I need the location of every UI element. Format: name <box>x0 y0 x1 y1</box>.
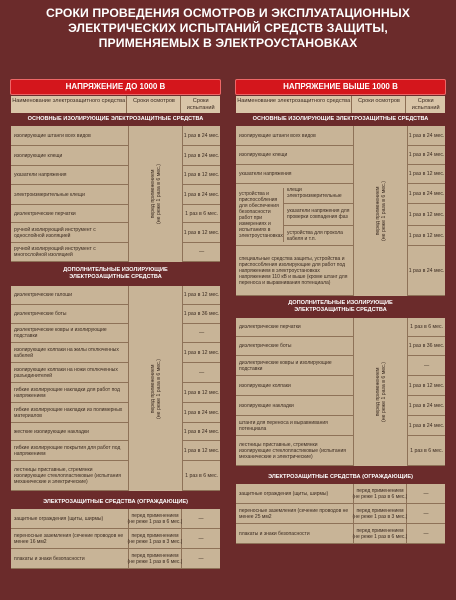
item-term: перед применением (не реже 1 раз в 6 мес.) <box>354 484 407 504</box>
item-name: изолирующие клещи <box>11 146 128 166</box>
item-name: указатели напряжения для проверки совпадения фаз <box>284 204 353 226</box>
header-name: Наименование электрозащитного средства <box>11 96 127 113</box>
item-name: клещи электроизмерительные <box>284 184 353 204</box>
section-label: ОСНОВНЫЕ ИЗОЛИРУЮЩИЕ ЭЛЕКТРОЗАЩИТНЫЕ СРЕДСТВА <box>27 116 204 123</box>
item-name: переносные заземления (сечение проводов не менее 16 мм2 <box>11 529 129 549</box>
item-test: 1 раз в 6 мес. <box>408 436 445 466</box>
header-name: Наименование электрозащитного средства <box>236 96 352 113</box>
names-column <box>236 318 353 466</box>
item-name: гибкие изолирующие накладки для работ под напряжением <box>11 383 128 403</box>
item-name: диэлектрические боты <box>236 337 353 356</box>
column-above-1000v <box>236 80 445 544</box>
item-name: указатели напряжения <box>11 166 128 185</box>
nested-group <box>236 184 353 246</box>
header-test: Сроки испытаний <box>181 96 220 113</box>
item-test: 1 раз в 24 мес. <box>408 126 445 146</box>
main-table <box>11 126 220 262</box>
item-test: 1 раз в 12 мес. <box>183 166 220 185</box>
section-label: ДОПОЛНИТЕЛЬНЫЕ ИЗОЛИРУЮЩИЕ ЭЛЕКТРОЗАЩИТНЫЕ СРЕДСТВА <box>288 300 393 314</box>
names-column <box>11 286 128 491</box>
item-term: перед применением (не реже 1 раз в 6 мес.) <box>354 524 407 544</box>
item-test: 1 раз в 24 мес. <box>183 423 220 441</box>
item-test: 1 раз в 24 мес. <box>408 246 445 296</box>
title-line-1: СРОКИ ПРОВЕДЕНИЯ ОСМОТРОВ И ЭКСПЛУАТАЦИОННЫХ <box>45 6 411 20</box>
item-name: диэлектрические боты <box>11 305 128 324</box>
voltage-header: НАПРЯЖЕНИЕ ДО 1000 В <box>11 80 220 94</box>
item-name: изолирующие накладки <box>236 396 353 416</box>
term-text: перед применением (не реже 1 раза в 6 мес.) <box>374 181 387 242</box>
item-test: 1 раз в 12 мес. <box>183 441 220 461</box>
extra-table <box>11 286 220 491</box>
item-term: перед применением (не реже 1 раз в 6 мес.) <box>129 549 182 569</box>
term-text: перед применением (не реже 1 раза в 6 мес.) <box>149 164 162 225</box>
item-test: — <box>183 363 220 383</box>
item-name: изолирующие клещи <box>236 146 353 165</box>
section-label: ЭЛЕКТРОЗАЩИТНЫЕ СРЕДСТВА (ОГРАЖДАЮЩИЕ) <box>43 499 188 506</box>
item-name: гибкие изолирующие накладки из полимерных материалов <box>11 403 128 423</box>
item-term: перед применением (не реже 1 раз в 3 мес.) <box>354 504 407 524</box>
item-name: диэлектрические галоши <box>11 286 128 305</box>
tests-column <box>183 286 220 491</box>
page-title <box>10 6 446 68</box>
item-test: — <box>408 356 445 376</box>
group-items <box>284 184 353 246</box>
item-test: 1 раз в 24 мес. <box>183 146 220 166</box>
title-line-3: ПРИМЕНЯЕМЫХ В ЭЛЕКТРОУСТАНОВКАХ <box>98 36 358 50</box>
extra-table <box>236 318 445 466</box>
item-test: 1 раз в 12 мес. <box>408 204 445 226</box>
item-name: специальные средства защиты, устройства и приспособления изолирующие для работ под напряжением в электроустановках напряжением 110 кВ и выше (кроме штанг для переноса и выравнивания потенциала) <box>236 246 353 296</box>
item-test: — <box>407 524 445 544</box>
item-name: защитные ограждения (щиты, ширмы) <box>236 484 354 504</box>
term-text: перед применением (не реже 1 раза в 6 мес.) <box>374 362 387 423</box>
fence-row <box>11 549 220 569</box>
item-test: 1 раз в 36 мес. <box>183 305 220 324</box>
item-test: 1 раз в 6 мес. <box>183 205 220 223</box>
item-name: устройства для прокола кабеля и т.п. <box>287 229 343 242</box>
item-test: 1 раз в 24 мес. <box>183 185 220 205</box>
item-test: 1 раз в 12 мес. <box>183 286 220 305</box>
column-up-to-1000v <box>11 80 220 569</box>
section-label: ОСНОВНЫЕ ИЗОЛИРУЮЩИЕ ЭЛЕКТРОЗАЩИТНЫЕ СРЕДСТВА <box>252 116 429 123</box>
item-test: 1 раз в 6 мес. <box>408 318 445 337</box>
item-name: гибкие изолирующие покрытия для работ под напряжением <box>11 441 128 461</box>
item-test: — <box>183 243 220 262</box>
header-term: Сроки осмотров <box>352 96 406 113</box>
item-name: изолирующие колпаки на ножи отключенных разъединителей <box>11 363 128 383</box>
item-test: 1 раз в 6 мес. <box>183 461 220 491</box>
item-test: 1 раз в 24 мес. <box>183 126 220 146</box>
item-name: изолирующие колпаки <box>236 376 353 396</box>
item-name: диэлектрические перчатки <box>236 318 353 337</box>
item-name: изолирующие штанги всех видов <box>236 126 353 146</box>
voltage-header: НАПРЯЖЕНИЕ ВЫШЕ 1000 В <box>236 80 445 94</box>
fence-row <box>11 529 220 549</box>
item-name: диэлектрические ковры и изолирующие подставки <box>236 356 353 376</box>
term-cell <box>353 318 408 466</box>
title-line-2: ЭЛЕКТРИЧЕСКИХ ИСПЫТАНИЙ СРЕДСТВ ЗАЩИТЫ, <box>68 21 388 35</box>
fence-row <box>236 484 445 504</box>
main-table <box>236 126 445 296</box>
item-name: лестницы приставные, стремянки изолирующие стеклопластиковые (испытания механические и электрические) <box>236 436 353 466</box>
item-test: 1 раз в 12 мес. <box>408 376 445 396</box>
item-test: 1 раз в 24 мес. <box>408 184 445 204</box>
item-test: 1 раз в 12 мес. <box>408 226 445 246</box>
term-cell <box>128 126 183 262</box>
item-name: переносные заземления (сечение проводов не менее 25 мм2 <box>236 504 354 524</box>
item-test: — <box>182 509 220 529</box>
table-header <box>236 96 445 113</box>
item-name: лестницы приставные, стремянки изолирующие стеклопластиковые (испытания механические и электрические) <box>11 461 128 491</box>
section-label: ЭЛЕКТРОЗАЩИТНЫЕ СРЕДСТВА (ОГРАЖДАЮЩИЕ) <box>268 474 413 481</box>
item-name: ручной изолирующий инструмент с многослойной изоляцией <box>11 243 128 262</box>
tests-column <box>408 126 445 296</box>
fence-row <box>11 509 220 529</box>
item-test: 1 раз в 24 мес. <box>183 403 220 423</box>
item-name: штанги для переноса и выравнивания потенциала <box>236 416 353 436</box>
item-name: жесткие изолирующие накладки <box>11 423 128 441</box>
item-test: 1 раз в 24 мес. <box>408 416 445 436</box>
header-term: Сроки осмотров <box>127 96 181 113</box>
item-test: 1 раз в 12 мес. <box>183 383 220 403</box>
item-test: 1 раз в 24 мес. <box>408 396 445 416</box>
item-name: ручной изолирующий инструмент с однослойной изоляцией <box>11 223 128 243</box>
fence-table <box>11 509 220 569</box>
item-name: диэлектрические перчатки <box>11 205 128 223</box>
fence-row <box>236 524 445 544</box>
tests-column <box>408 318 445 466</box>
item-test: — <box>182 529 220 549</box>
item-test: 1 раз в 12 мес. <box>408 165 445 184</box>
item-test: — <box>183 324 220 343</box>
item-test: 1 раз в 12 мес. <box>183 223 220 243</box>
item-name: электроизмерительные клещи <box>11 185 128 205</box>
item-test: — <box>407 504 445 524</box>
item-test: 1 раз в 24 мес. <box>408 146 445 165</box>
names-column <box>11 126 128 262</box>
table-header <box>11 96 220 113</box>
item-term: перед применением (не реже 1 раз в 6 мес.) <box>129 509 182 529</box>
term-cell <box>128 286 183 491</box>
tests-column <box>183 126 220 262</box>
header-test: Сроки испытаний <box>406 96 445 113</box>
item-test: 1 раз в 12 мес. <box>183 343 220 363</box>
fence-table <box>236 484 445 544</box>
fence-row <box>236 504 445 524</box>
group-name: устройства и приспособления для обеспечения безопасности работ при измерениях и испытаниях в электроустановках <box>236 188 284 242</box>
item-name: защитные ограждения (щиты, ширмы) <box>11 509 129 529</box>
term-cell <box>353 126 408 296</box>
item-name: плакаты и знаки безопасности <box>236 524 354 544</box>
names-column <box>236 126 353 296</box>
section-label: ДОПОЛНИТЕЛЬНЫЕ ИЗОЛИРУЮЩИЕ ЭЛЕКТРОЗАЩИТНЫЕ СРЕДСТВА <box>63 267 168 281</box>
item-test: 1 раз в 36 мес. <box>408 337 445 356</box>
item-name: изолирующие колпаки на жилы отключенных кабелей <box>11 343 128 363</box>
item-term: перед применением (не реже 1 раз в 3 мес.) <box>129 529 182 549</box>
item-test: — <box>407 484 445 504</box>
item-test: — <box>182 549 220 569</box>
item-name: диэлектрические ковры и изолирующие подставки <box>11 324 128 343</box>
item-name: изолирующие штанги всех видов <box>11 126 128 146</box>
term-text: перед применением (не реже 1 раза в 6 мес.) <box>149 358 162 419</box>
item-name: указатели напряжения <box>236 165 353 184</box>
item-name: плакаты и знаки безопасности <box>11 549 129 569</box>
